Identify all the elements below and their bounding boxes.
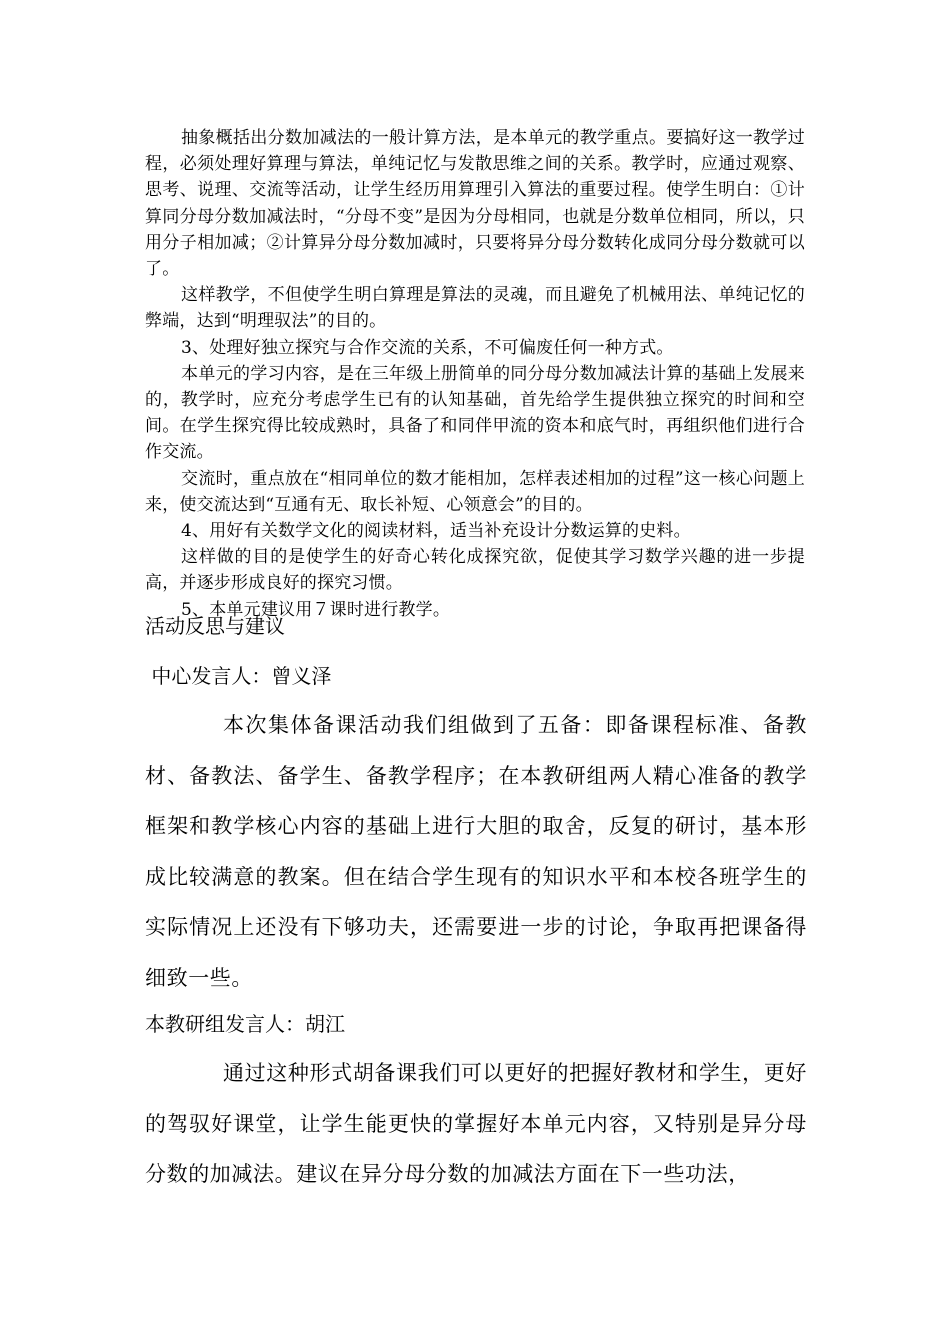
speaker2-section <box>145 1048 807 1200</box>
paragraph-purpose: 这样做的目的是使学生的好奇心转化成探究欲，促使其学习数学兴趣的进一步提高，并逐步形成良好的探究习惯。 <box>145 547 805 594</box>
speaker1-section <box>145 700 807 1003</box>
paragraph-unit-content: 本单元的学习内容，是在三年级上册简单的同分母分数加减法计算的基础上发展来的，教学时，应充分考虑学生已有的认知基础，首先给学生提供独立探究的时间和空间。在学生探究得比较成熟时，具备了和同伴甲流的资本和底气时，再组织他们进行合作交流。 <box>145 363 805 463</box>
speaker1-paragraph: 本次集体备课活动我们组做到了五备：即备课程标准、备教材、备教法、备学生、备教学程序；在本教研组两人精心准备的教学框架和教学核心内容的基础上进行大胆的取舍，反复的研讨，基本形成比较满意的教案。但在结合学生现有的知识水平和本校各班学生的实际情况上还没有下够功夫，还需要进一步的讨论，争取再把课备得细致一些。 <box>145 713 807 990</box>
paragraph-exchange: 交流时，重点放在“相同单位的数才能相加，怎样表述相加的过程”这一核心问题上来，使交流达到“互通有无、取长补短、心领意会”的目的。 <box>145 468 805 515</box>
speaker1-label: 中心发言人：曾义泽 <box>145 664 332 688</box>
activity-reflection-heading: 活动反思与建议 <box>145 614 285 638</box>
teaching-notes-section <box>145 125 805 623</box>
speaker2-label: 本教研组发言人：胡江 <box>145 1012 345 1036</box>
paragraph-item-4: 4、用好有关数学文化的阅读材料，适当补充设计分数运算的史料。 <box>181 521 691 542</box>
paragraph-reasoning: 这样教学，不但使学生明白算理是算法的灵魂，而且避免了机械用法、单纯记忆的弊端，达到“明理驭法”的目的。 <box>145 285 805 332</box>
speaker2-paragraph: 通过这种形式胡备课我们可以更好的把握好教材和学生，更好的驾驭好课堂，让学生能更快的掌握好本单元内容，又特别是异分母分数的加减法。建议在异分母分数的加减法方面在下一些功法， <box>145 1061 807 1186</box>
paragraph-item-3: 3、处理好独立探究与合作交流的关系，不可偏废任何一种方式。 <box>181 337 674 358</box>
paragraph-key-point: 抽象概括出分数加减法的一般计算方法，是本单元的教学重点。要搞好这一教学过程，必须处理好算理与算法，单纯记忆与发散思维之间的关系。教学时，应通过观察、思考、说理、交流等活动，让学生经历用算理引入算法的重要过程。使学生明白：①计算同分母分数加减法时，“分母不变”是因为分母相同，也就是分数单位相同，所以，只用分子相加减；②计算异分母分数加减时，只要将异分母分数转化成同分母分数就可以了。 <box>145 128 805 280</box>
paragraph-item-5: 5、本单元建议用７课时进行教学。 <box>181 599 451 620</box>
